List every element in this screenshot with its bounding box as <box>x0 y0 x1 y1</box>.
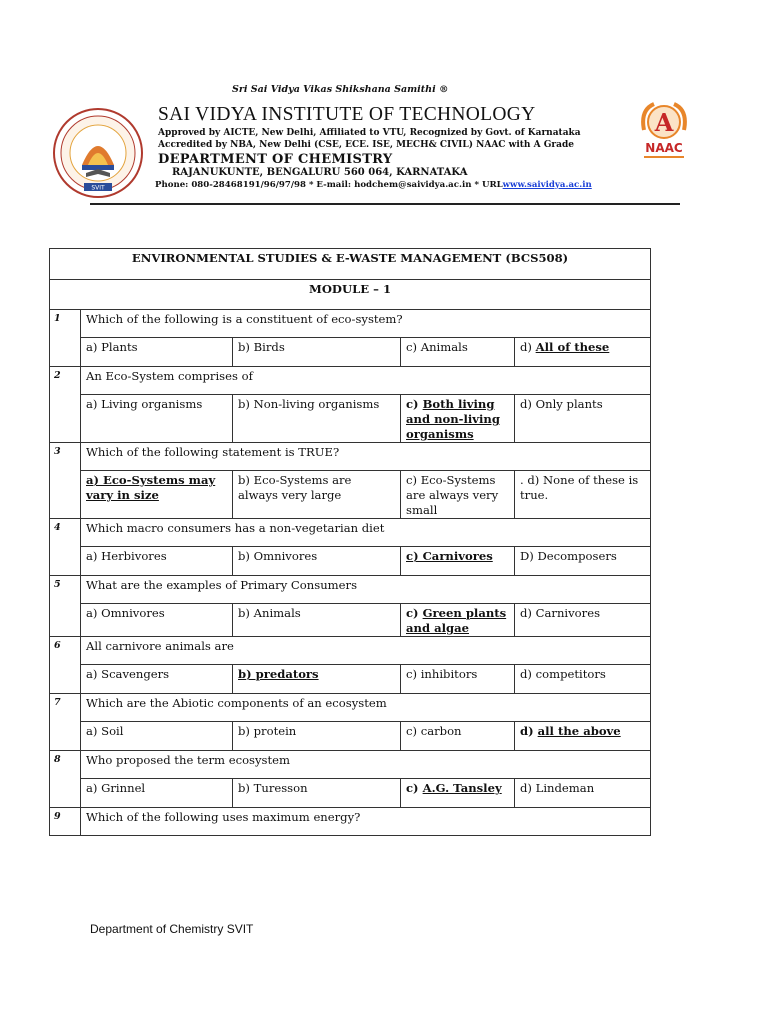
option-c: c) Eco-Systems are always very small <box>401 471 515 519</box>
option-a: a) Plants <box>81 338 233 367</box>
naac-grade-letter: A <box>654 108 674 137</box>
institute-name: SAI VIDYA INSTITUTE OF TECHNOLOGY <box>158 104 536 125</box>
naac-logo-text: NAAC <box>645 141 683 155</box>
address-line: RAJANUKUNTE, BENGALURU 560 064, KARNATAKA <box>172 167 468 178</box>
option-b: b) Turesson <box>233 779 401 808</box>
option-d-correct <box>515 722 651 751</box>
option-prefix: c <box>406 549 414 563</box>
option-b: b) Animals <box>233 604 401 637</box>
question-number: 2 <box>50 367 81 443</box>
approval-line: Approved by AICTE, New Delhi, Affiliated to VTU, Recognized by Govt. of Karnataka <box>158 128 581 138</box>
correct-answer: Green plants and algae <box>406 606 507 635</box>
option-prefix: b <box>238 667 247 681</box>
option-c: c) inhibitors <box>401 665 515 694</box>
option-b: b) Omnivores <box>233 547 401 576</box>
option-prefix: c) <box>406 397 423 411</box>
question-number: 4 <box>50 519 81 576</box>
question-number: 6 <box>50 637 81 694</box>
option-a: a) Scavengers <box>81 665 233 694</box>
option-prefix: d) <box>520 724 538 738</box>
question-text: Which are the Abiotic components of an ecosystem <box>81 694 651 722</box>
correct-answer: All of these <box>535 340 610 354</box>
option-prefix: d) <box>520 340 536 354</box>
correct-answer: ) predators <box>246 667 319 681</box>
option-a: a) Herbivores <box>81 547 233 576</box>
option-d: D) Decomposers <box>515 547 651 576</box>
naac-logo <box>636 100 692 166</box>
header-divider <box>90 203 680 205</box>
option-b: b) Eco-Systems are always very large <box>233 471 401 519</box>
question-number: 9 <box>50 808 81 836</box>
option-b-correct <box>233 665 401 694</box>
contact-text: Phone: 080-28468191/96/97/98 * E-mail: hodchem@saividya.ac.in * URL <box>155 180 503 190</box>
option-c: c) carbon <box>401 722 515 751</box>
question-number: 5 <box>50 576 81 637</box>
option-c: c) Animals <box>401 338 515 367</box>
question-number: 7 <box>50 694 81 751</box>
option-b: b) Non-living organisms <box>233 395 401 443</box>
question-text: Who proposed the term ecosystem <box>81 751 651 779</box>
question-text: An Eco-System comprises of <box>81 367 651 395</box>
option-c-correct <box>401 604 515 637</box>
option-d: d) Only plants <box>515 395 651 443</box>
question-row <box>50 310 651 338</box>
correct-answer: ) Eco-Systems may vary in size <box>86 473 216 502</box>
question-text: Which of the following statement is TRUE? <box>81 443 651 471</box>
option-c-correct <box>401 779 515 808</box>
question-text: Which of the following is a constituent of eco-system? <box>81 310 651 338</box>
website-link[interactable]: www.saividya.ac.in <box>502 180 592 190</box>
correct-answer: A.G. Tansley <box>422 781 502 795</box>
option-d: d) Lindeman <box>515 779 651 808</box>
correct-answer: ) Carnivores <box>413 549 493 563</box>
question-text: Which macro consumers has a non-vegetarian diet <box>81 519 651 547</box>
question-text: All carnivore animals are <box>81 637 651 665</box>
option-d: d) competitors <box>515 665 651 694</box>
option-a: a) Soil <box>81 722 233 751</box>
accreditation-line: Accredited by NBA, New Delhi (CSE, ECE. ISE, MECH& CIVIL) NAAC with A Grade <box>158 140 574 150</box>
module-heading: MODULE – 1 <box>50 280 651 310</box>
svit-logo-text: SVIT <box>91 184 105 192</box>
contact-line <box>155 180 592 190</box>
option-prefix: a <box>86 473 94 487</box>
option-d: . d) None of these is true. <box>515 471 651 519</box>
option-a: a) Living organisms <box>81 395 233 443</box>
option-d-correct <box>515 338 651 367</box>
option-b: b) protein <box>233 722 401 751</box>
option-c-correct <box>401 395 515 443</box>
options-row <box>50 338 651 367</box>
question-text: Which of the following uses maximum energy? <box>81 808 651 836</box>
question-number: 1 <box>50 310 81 367</box>
option-prefix: c) <box>406 606 423 620</box>
option-a-correct <box>81 471 233 519</box>
option-prefix: c) <box>406 781 423 795</box>
samithi-line: Sri Sai Vidya Vikas Shikshana Samithi ® <box>232 84 449 95</box>
question-number: 3 <box>50 443 81 519</box>
option-a: a) Omnivores <box>81 604 233 637</box>
department-name: DEPARTMENT OF CHEMISTRY <box>158 152 393 167</box>
correct-answer: Both living and non-living organisms <box>406 397 500 441</box>
option-c-correct <box>401 547 515 576</box>
question-text: What are the examples of Primary Consumers <box>81 576 651 604</box>
correct-answer: all the above <box>537 724 621 738</box>
document-title: ENVIRONMENTAL STUDIES & E-WASTE MANAGEMENT (BCS508) <box>50 249 651 280</box>
option-a: a) Grinnel <box>81 779 233 808</box>
option-d: d) Carnivores <box>515 604 651 637</box>
mcq-table <box>49 248 651 836</box>
svit-logo <box>52 107 144 199</box>
page-footer: Department of Chemistry SVIT <box>90 922 254 936</box>
question-number: 8 <box>50 751 81 808</box>
option-b: b) Birds <box>233 338 401 367</box>
